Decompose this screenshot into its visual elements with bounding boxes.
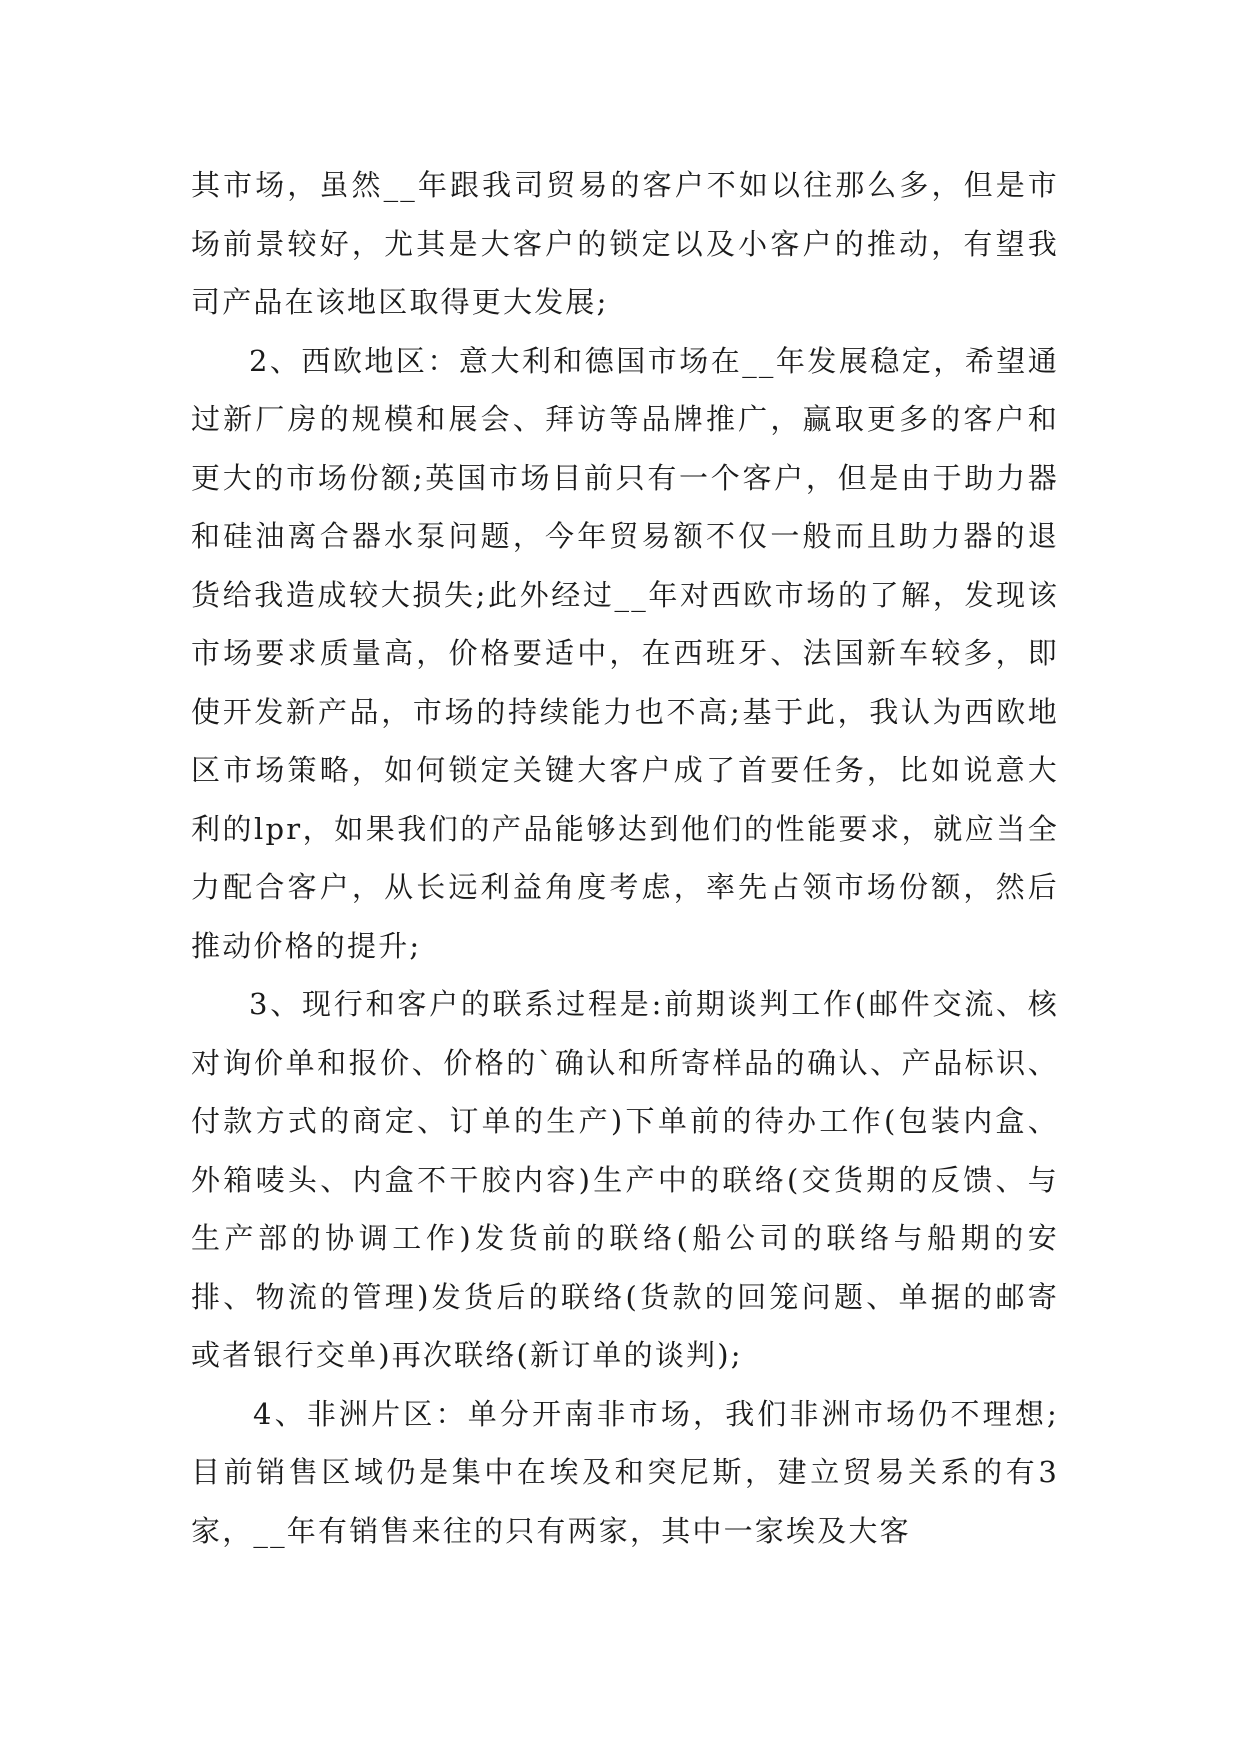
document-body [191, 156, 1059, 1560]
paragraph-market-continuation: 其市场，虽然__年跟我司贸易的客户不如以往那么多，但是市场前景较好，尤其是大客户的锁定以及小客户的推动，有望我司产品在该地区取得更大发展; [191, 168, 1059, 319]
paragraph-contact-process: 3、现行和客户的联系过程是:前期谈判工作(邮件交流、核对询价单和报价、价格的`确认和所寄样品的确认、产品标识、付款方式的商定、订单的生产)下单前的待办工作(包装内盒、外箱唛头、内盒不干胶内容)生产中的联络(交货期的反馈、与生产部的协调工作)发货前的联络(船公司的联络与船期的安排、物流的管理)发货后的联络(货款的回笼问题、单据的邮寄或者银行交单)再次联络(新订单的谈判); [191, 987, 1059, 1372]
paragraph-west-europe: 2、西欧地区：意大利和德国市场在__年发展稳定，希望通过新厂房的规模和展会、拜访等品牌推广，赢取更多的客户和更大的市场份额;英国市场目前只有一个客户，但是由于助力器和硅油离合器水泵问题，今年贸易额不仅一般而且助力器的退货给我造成较大损失;此外经过__年对西欧市场的了解，发现该市场要求质量高，价格要适中，在西班牙、法国新车较多，即使开发新产品，市场的持续能力也不高;基于此，我认为西欧地区市场策略，如何锁定关键大客户成了首要任务，比如说意大利的lpr，如果我们的产品能够达到他们的性能要求，就应当全力配合客户，从长远利益角度考虑，率先占领市场份额，然后推动价格的提升; [191, 343, 1059, 963]
paragraph-africa: 4、非洲片区：单分开南非市场，我们非洲市场仍不理想;目前销售区域仍是集中在埃及和突尼斯，建立贸易关系的有3家，__年有销售来往的只有两家，其中一家埃及大客 [191, 1396, 1059, 1548]
